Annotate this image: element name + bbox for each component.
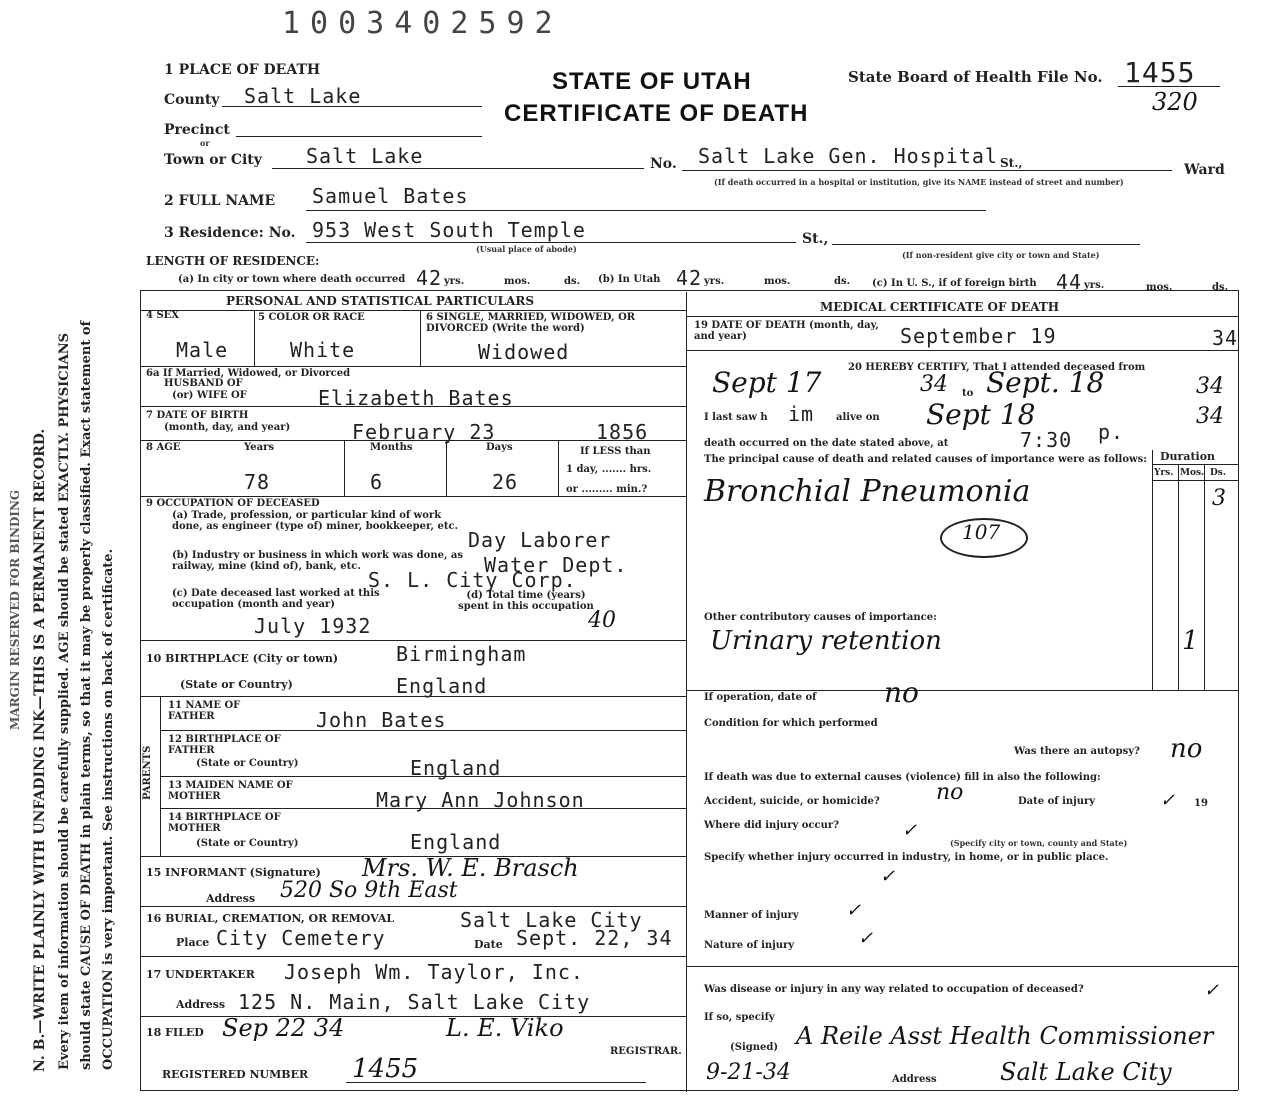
- external-label: If death was due to external causes (violence) fill in also the following:: [704, 772, 1101, 783]
- father-label: 11 NAME OF FATHER: [168, 700, 241, 722]
- or-label: or: [200, 138, 210, 148]
- burial-label: 16 BURIAL, CREMATION, OR REMOVAL: [146, 912, 395, 925]
- check-mark-1: ✓: [902, 820, 918, 841]
- spouse-label-1: 6a If Married, Widowed, or Divorced: [146, 368, 351, 379]
- where-note: (Specify city or town, county and State): [950, 838, 1128, 848]
- nature-label: Nature of injury: [704, 940, 795, 951]
- father-value: John Bates: [316, 708, 447, 732]
- father-bp-value: England: [410, 756, 502, 780]
- specify-label: Specify whether injury occurred in industry, in home, or in public place.: [704, 852, 1109, 863]
- full-name-label: 2 FULL NAME: [164, 193, 276, 209]
- birthplace-label: 10 BIRTHPLACE (City or town): [146, 652, 339, 665]
- residence-value: 953 West South Temple: [312, 218, 586, 242]
- county-value: Salt Lake: [244, 84, 362, 108]
- color-value: White: [290, 338, 356, 362]
- mother-label: 13 MAIDEN NAME OF MOTHER: [168, 780, 293, 802]
- length-a-ds: ds.: [564, 276, 581, 287]
- age-months: 6: [370, 470, 384, 494]
- occupation-heading: 9 OCCUPATION OF DECEASED: [146, 498, 320, 509]
- filed-value: Sep 22 34: [222, 1014, 345, 1042]
- months-label: Months: [370, 442, 413, 453]
- check-mark-4: ✓: [858, 928, 874, 949]
- dur-yrs-label: Yrs.: [1154, 468, 1174, 478]
- spouse-value: Elizabeth Bates: [318, 386, 514, 410]
- length-c-yrs: yrs.: [1084, 280, 1105, 291]
- alive-label: alive on: [836, 412, 880, 423]
- dod-label: 19 DATE OF DEATH (month, day, and year): [694, 320, 879, 342]
- physician-address: Salt Lake City: [1000, 1058, 1172, 1086]
- burial-date: Sept. 22, 34: [516, 926, 673, 950]
- undertaker-label: 17 UNDERTAKER: [146, 968, 255, 981]
- dod-value: September 19: [900, 324, 1057, 348]
- occupation-b-label: (b) Industry or business in which work was done, as railway, mine (kind of), bank, etc.: [172, 550, 464, 572]
- birthplace-state: England: [396, 674, 488, 698]
- condition-label: Condition for which performed: [704, 718, 878, 729]
- length-b-ds: ds.: [834, 276, 851, 287]
- color-label: 5 COLOR OR RACE: [258, 312, 365, 323]
- undertaker-address: 125 N. Main, Salt Lake City: [238, 990, 591, 1014]
- place-heading: 1 PLACE OF DEATH: [164, 62, 321, 78]
- check-mark-3: ✓: [846, 900, 862, 921]
- dod-year: 34: [1212, 326, 1239, 350]
- where-label: Where did injury occur?: [704, 820, 840, 831]
- spouse-label-3: (or) WIFE OF: [172, 390, 247, 401]
- mother-value: Mary Ann Johnson: [376, 788, 585, 812]
- dob-year: 1856: [596, 420, 649, 444]
- informant-address: 520 So 9th East: [280, 878, 458, 903]
- burial-place-label: Place: [176, 936, 210, 949]
- informant-label: 15 INFORMANT (Signature): [146, 866, 321, 879]
- days-label: Days: [486, 442, 513, 453]
- years-label: Years: [244, 442, 275, 453]
- cause-code: 107: [962, 520, 1001, 544]
- certificate-title: CERTIFICATE OF DEATH: [504, 100, 809, 127]
- length-c-mos: mos.: [1146, 282, 1173, 293]
- attended-from-year: 34: [920, 372, 948, 397]
- day-hrs-label: 1 day, ....... hrs.: [566, 464, 652, 475]
- undertaker-name: Joseph Wm. Taylor, Inc.: [284, 960, 584, 984]
- length-a-yrs: yrs.: [444, 276, 465, 287]
- cause-days: 3: [1212, 486, 1226, 511]
- length-a-label: (a) In city or town where death occurred: [178, 274, 406, 285]
- dob-value: February 23: [352, 420, 496, 444]
- lastsaw-year: 34: [1196, 404, 1224, 429]
- residence-label: 3 Residence: No.: [164, 225, 296, 241]
- marital-label: 6 SINGLE, MARRIED, WIDOWED, OR DIVORCED (Write the word): [426, 312, 636, 334]
- ward-label: Ward: [1184, 162, 1225, 178]
- length-a-value: 42: [416, 266, 443, 290]
- hospital-note: (If death occurred in a hospital or institution, give its NAME instead of street and number): [714, 177, 1124, 187]
- mother-bp-label: 14 BIRTHPLACE OF MOTHER: [168, 812, 281, 834]
- age-days: 26: [492, 470, 519, 494]
- full-name-value: Samuel Bates: [312, 184, 469, 208]
- county-label: County: [164, 92, 220, 108]
- attended-to-year: 34: [1196, 374, 1224, 399]
- ifso-label: If so, specify: [704, 1012, 775, 1023]
- attended-from: Sept 17: [712, 366, 822, 399]
- sex-value: Male: [176, 338, 229, 362]
- father-state-label: (State or Country): [196, 758, 299, 769]
- burial-date-label: Date: [474, 938, 503, 951]
- birthplace-state-label: (State or Country): [180, 678, 293, 691]
- usual-abode-note: (Usual place of abode): [476, 244, 577, 254]
- dur-ds-label: Ds.: [1210, 468, 1227, 478]
- occupation-c-label: (c) Date deceased last worked at this occupation (month and year): [172, 588, 380, 610]
- autopsy-label: Was there an autopsy?: [1014, 746, 1140, 757]
- reg-no-label: REGISTERED NUMBER: [162, 1068, 309, 1081]
- parents-side-label: PARENTS: [142, 745, 153, 800]
- mother-bp-value: England: [410, 830, 502, 854]
- burial-cemetery: City Cemetery: [216, 926, 386, 950]
- serial-number: 1003402592: [282, 6, 563, 41]
- length-b-yrs: yrs.: [704, 276, 725, 287]
- attended-to: Sept. 18: [986, 366, 1105, 399]
- birthplace-city: Birmingham: [396, 642, 527, 666]
- binding-note: MARGIN RESERVED FOR BINDING: [8, 489, 22, 730]
- occupation-a-label: (a) Trade, profession, or particular kind of work done, as engineer (type of) miner, bookkeeper, etc.: [172, 510, 459, 532]
- cause-value: Bronchial Pneumonia: [704, 474, 1031, 509]
- nonresident-note: (If non-resident give city or town and State): [902, 250, 1100, 260]
- state-title: STATE OF UTAH: [552, 68, 752, 95]
- no-label: No.: [650, 156, 677, 172]
- physician-address-label: Address: [892, 1074, 937, 1085]
- contrib-duration: 1: [1182, 626, 1199, 656]
- informant-name: Mrs. W. E. Brasch: [362, 854, 579, 882]
- filed-label: 18 FILED: [146, 1026, 204, 1039]
- medical-heading: MEDICAL CERTIFICATE OF DEATH: [820, 300, 1060, 314]
- or-min-label: or ......... min.?: [566, 484, 648, 495]
- hospital-value: Salt Lake Gen. Hospital: [698, 144, 998, 168]
- margin-note-4: OCCUPATION is very important. See instructions on back of certificate.: [101, 548, 116, 1070]
- file-no: 1455: [1124, 56, 1196, 89]
- registrar-signature: L. E. Viko: [446, 1014, 564, 1042]
- burial-value: Salt Lake City: [460, 908, 643, 932]
- length-c-label: (c) In U. S., if of foreign birth: [872, 278, 1037, 289]
- lastsaw-value: Sept 18: [926, 398, 1036, 431]
- lastsaw-label: I last saw h: [704, 412, 768, 423]
- length-c-ds: ds.: [1212, 282, 1229, 293]
- residence-st-label: St.,: [802, 231, 829, 247]
- marital-value: Widowed: [478, 340, 570, 364]
- father-bp-label: 12 BIRTHPLACE OF FATHER: [168, 734, 281, 756]
- town-label: Town or City: [164, 152, 262, 168]
- informant-address-label: Address: [206, 892, 256, 905]
- operation-label: If operation, date of: [704, 692, 817, 703]
- lastsaw-im: im: [788, 402, 815, 426]
- injury-year-label: 19: [1194, 798, 1208, 809]
- margin-note-1: N. B.—WRITE PLAINLY WITH UNFADING INK—THIS IS A PERMANENT RECORD.: [32, 428, 48, 1072]
- reg-no-value: 1455: [352, 1054, 419, 1084]
- duration-label: Duration: [1160, 450, 1216, 463]
- file-no-label: State Board of Health File No.: [848, 68, 1103, 86]
- margin-note-2: Every item of information should be carefully supplied. AGE should be stated EXACTLY. PHYSICIANS: [57, 332, 72, 1070]
- operation-value: no: [884, 676, 919, 709]
- injury-date-label: Date of injury: [1018, 796, 1096, 807]
- certify-label: 20 HEREBY CERTIFY, That I attended deceased from: [848, 362, 1146, 373]
- margin-note-3: should state CAUSE OF DEATH in plain terms, so that it may be properly classified. Exact statement of: [79, 320, 94, 1070]
- contrib-value: Urinary retention: [710, 626, 942, 656]
- ampm-value: p.: [1098, 420, 1125, 444]
- dob-sub-label: (month, day, and year): [164, 422, 291, 433]
- st-label: St.,: [1000, 156, 1023, 170]
- contrib-label: Other contributory causes of importance:: [704, 612, 937, 623]
- accident-label: Accident, suicide, or homicide?: [704, 796, 880, 807]
- occupation-c-value: July 1932: [254, 614, 372, 638]
- occ-related-label: Was disease or injury in any way related to occupation of deceased?: [704, 984, 1084, 995]
- occurred-label: death occurred on the date stated above, at: [704, 438, 949, 449]
- time-value: 7:30: [1020, 428, 1073, 452]
- undertaker-address-label: Address: [176, 998, 226, 1011]
- personal-heading: PERSONAL AND STATISTICAL PARTICULARS: [226, 294, 535, 308]
- occupation-d-label: (d) Total time (years) spent in this occupation: [458, 590, 594, 612]
- lessthan-label: If LESS than: [580, 446, 651, 457]
- length-b-mos: mos.: [764, 276, 791, 287]
- sex-label: 4 SEX: [146, 310, 180, 321]
- signed-date: 9-21-34: [706, 1060, 791, 1085]
- town-value: Salt Lake: [306, 144, 424, 168]
- age-label: 8 AGE: [146, 442, 181, 453]
- age-years: 78: [244, 470, 271, 494]
- to-label: to: [962, 388, 974, 399]
- occupation-d-value: 40: [588, 608, 616, 633]
- check-mark-2: ✓: [880, 866, 896, 887]
- file-sub: 320: [1152, 88, 1198, 116]
- cause-label: The principal cause of death and related causes of importance were as follows:: [704, 454, 1147, 465]
- precinct-label: Precinct: [164, 122, 230, 138]
- length-b-value: 42: [676, 266, 703, 290]
- length-a-mos: mos.: [504, 276, 531, 287]
- registrar-label: REGISTRAR.: [610, 1046, 682, 1057]
- dob-label: 7 DATE OF BIRTH: [146, 410, 249, 421]
- signed-label: (Signed): [730, 1042, 779, 1053]
- occupation-b-value-2: S. L. City Corp.: [368, 568, 577, 592]
- physician-signature: A Reile Asst Health Commissioner: [796, 1022, 1214, 1050]
- mother-state-label: (State or Country): [196, 838, 299, 849]
- autopsy-value: no: [1170, 734, 1203, 764]
- occupation-b-value-1: Water Dept.: [484, 553, 628, 577]
- check-mark-6: ✓: [1204, 980, 1220, 1001]
- check-mark-5: ✓: [1160, 790, 1176, 811]
- spouse-label-2: HUSBAND OF: [164, 378, 243, 389]
- length-b-label: (b) In Utah: [598, 274, 661, 285]
- length-label: LENGTH OF RESIDENCE:: [146, 254, 320, 268]
- manner-label: Manner of injury: [704, 910, 799, 921]
- occupation-a-value: Day Laborer: [468, 528, 612, 552]
- accident-value: no: [936, 780, 964, 805]
- dur-mos-label: Mos.: [1180, 468, 1205, 478]
- length-c-value: 44: [1056, 270, 1083, 294]
